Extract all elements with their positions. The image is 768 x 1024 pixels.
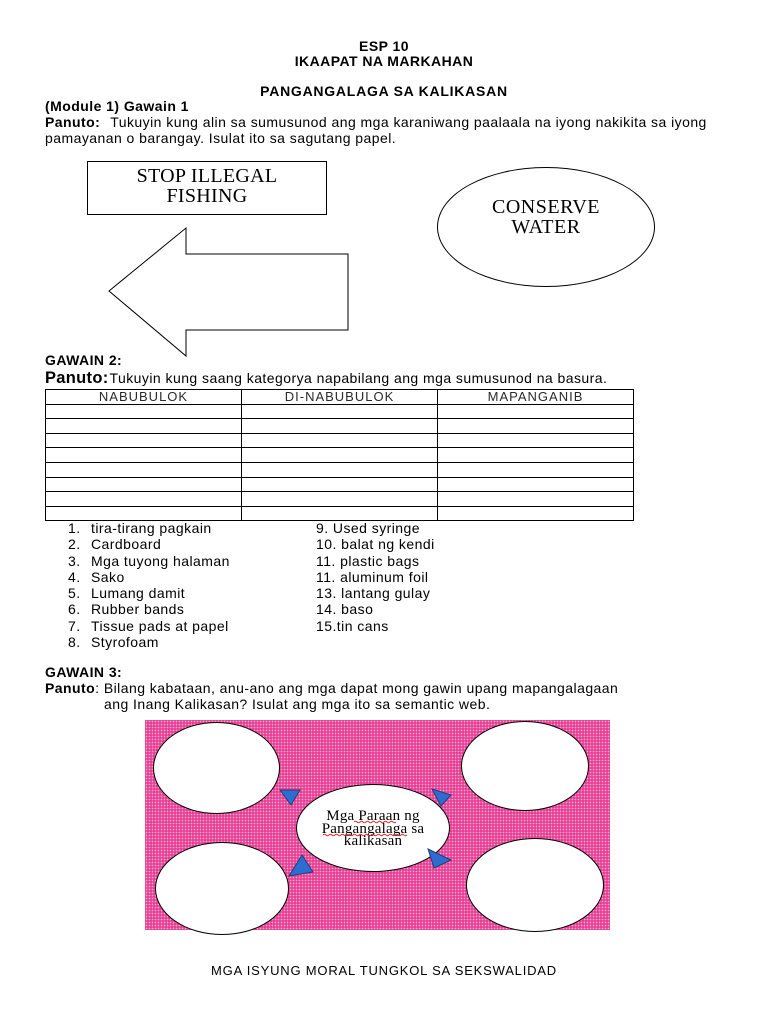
table-cell [438,463,634,478]
list-text: Sako [91,568,125,585]
table-header-nabubulok: NABUBULOK [46,390,242,405]
gawain3-instruction-line2: ang Inang Kalikasan? Isulat ang mga ito sa semantic web. [104,696,491,712]
list-item [68,553,230,569]
table-cell [46,492,242,507]
panuto-label: Panuto [45,680,96,696]
table-cell [438,448,634,463]
list-number: 2. [68,536,81,553]
list-item [68,601,230,617]
list-text: Mga tuyong halaman [91,552,230,569]
list-number: 5. [68,585,81,602]
web-bubble-bottom-right [466,838,604,932]
table-cell [242,478,438,493]
web-bubble-top-right [461,721,589,811]
table-cell [46,463,242,478]
list-text: tira-tirang pagkain [91,520,212,536]
instruction-text: Tukuyin kung alin sa sumusunod ang mga karaniwang paalaala na iyong nakikita sa iyong [110,114,707,130]
list-text: Lumang damit [91,585,186,602]
table-cell [46,434,242,449]
list-number: 3. [68,552,81,569]
list-item [68,585,230,601]
list-item [68,536,230,552]
list-number: 8. [68,634,81,651]
sign-rect-line1: STOP ILLEGAL [136,165,278,187]
web-bubble-top-left [153,722,280,814]
gawain3-instruction-line1 [45,680,618,696]
list-item: 13. lantang gulay [316,585,431,602]
stop-illegal-fishing-sign [87,161,327,215]
list-item: 9. Used syringe [316,520,421,536]
gawain1-instruction-line1 [45,114,707,130]
conserve-water-sign [437,167,655,287]
list-item [68,569,230,585]
list-item [68,618,230,634]
list-item: 11. aluminum foil [316,568,429,585]
sign-rect-line2: FISHING [166,185,248,207]
table-cell [438,434,634,449]
table-cell [242,434,438,449]
table-cell [438,507,634,522]
list-item: 14. baso [316,601,374,618]
table-cell [46,419,242,434]
web-center-line1: Mga Paraan ng [326,808,420,824]
sign-oval-line1: CONSERVE [492,196,600,218]
web-center-bubble [296,784,450,872]
sign-oval-text [438,197,654,237]
gawain1-instruction-line2: pamayanan o barangay. Isulat ito sa sagutang papel. [45,130,397,146]
list-number: 4. [68,568,81,585]
gawain1-heading: (Module 1) Gawain 1 [45,98,189,114]
list-item: 15.tin cans [316,617,389,634]
table-cell [438,419,634,434]
table-cell [242,463,438,478]
left-arrow-shape [100,220,360,365]
table-cell [242,492,438,507]
web-center-label [297,810,449,848]
web-center-line2: Pangangalaga sa [321,820,425,837]
web-bubble-bottom-left [155,842,289,935]
left-arrow-outline [109,228,348,356]
waste-category-table [45,389,634,521]
web-center-line3: kalikasan [343,833,403,849]
list-text: Cardboard [91,536,162,553]
list-item [68,634,230,650]
subject-heading: ESP 10 [359,38,409,54]
table-header-di-nabubulok: DI-NABUBULOK [242,390,438,405]
waste-list-left [68,520,230,650]
gawain3-heading: GAWAIN 3: [45,664,123,680]
table-cell [242,405,438,420]
list-text: Tissue pads at papel [91,617,229,634]
table-cell [242,448,438,463]
list-text: Styrofoam [91,634,159,651]
list-item [68,520,230,536]
list-number: 7. [68,617,81,634]
waste-list-right [316,520,435,634]
table-cell [46,448,242,463]
list-item: 11. plastic bags [316,552,420,569]
list-item: 10. balat ng kendi [316,536,435,553]
panuto-label: Panuto: [45,114,101,130]
list-number: 6. [68,601,81,618]
sign-oval-line2: WATER [511,216,581,238]
topic-heading: PANGANGALAGA SA KALIKASAN [260,83,508,99]
table-header-mapanganib: MAPANGANIB [438,390,634,405]
table-cell [438,405,634,420]
gawain2-instruction [45,368,607,388]
quarter-heading: IKAAPAT NA MARKAHAN [294,53,474,69]
list-text: Rubber bands [91,601,185,618]
table-cell [46,405,242,420]
panuto-label: Panuto: [45,369,109,387]
gawain2-heading: GAWAIN 2: [45,352,123,368]
footer-title: MGA ISYUNG MORAL TUNGKOL SA SEKSWALIDAD [211,963,557,978]
table-cell [438,492,634,507]
instruction-text: Tukuyin kung saang kategorya napabilang ang mga sumusunod na basura. [109,370,608,386]
table-cell [438,478,634,493]
list-number: 1. [68,520,81,536]
table-cell [242,419,438,434]
table-cell [46,478,242,493]
instruction-text: : Bilang kabataan, anu-ano ang mga dapat mong gawin upang mapangalagaan [95,680,619,696]
